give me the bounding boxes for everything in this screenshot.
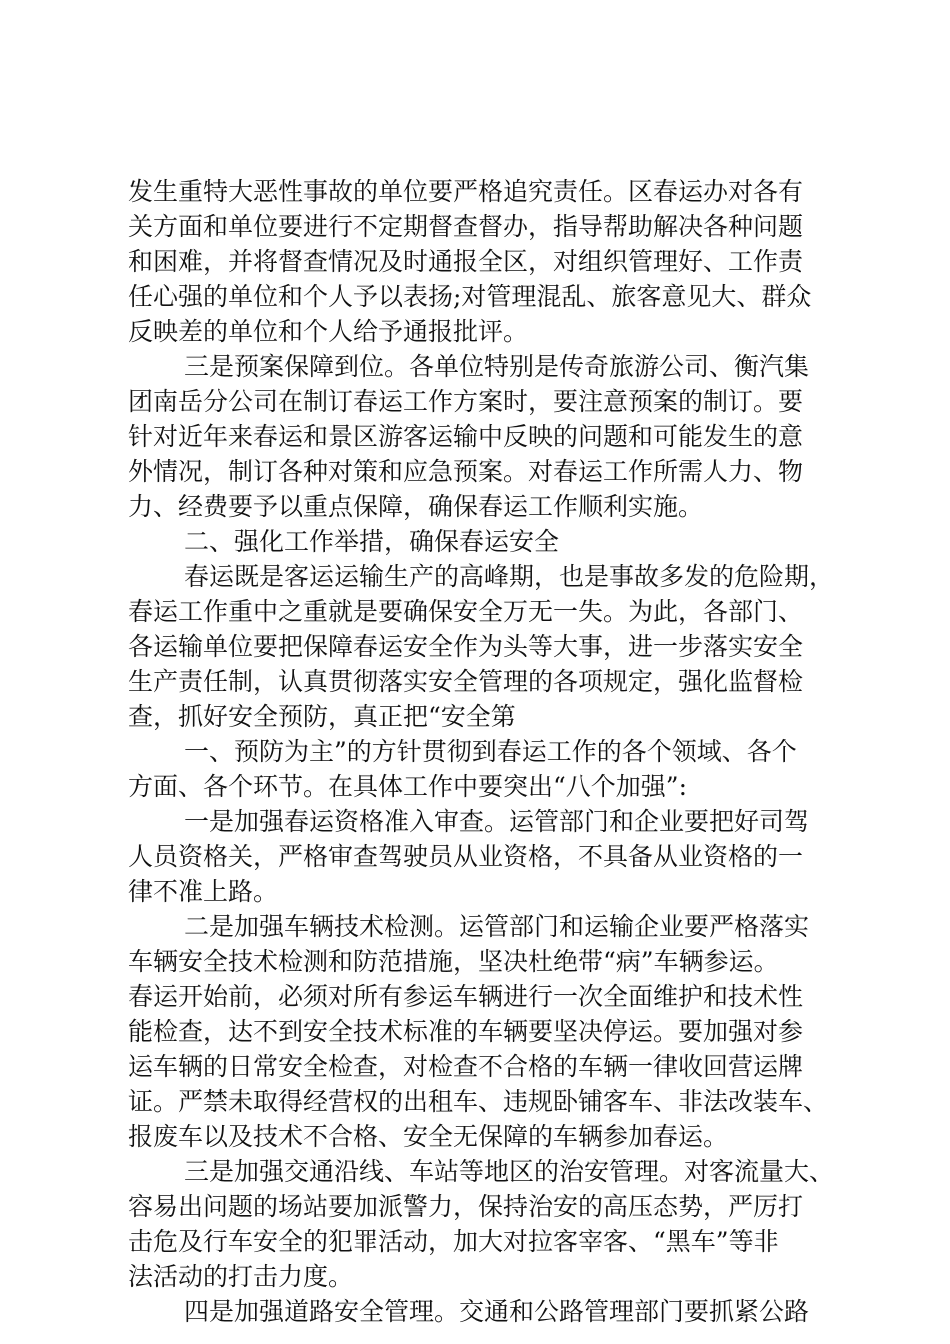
text-line: 查，抓好安全预防，真正把“安全第 bbox=[128, 702, 516, 731]
text-line: 春运既是客运运输生产的高峰期，也是事故多发的危险期， bbox=[184, 562, 835, 591]
document-body bbox=[128, 174, 835, 1329]
text-line: 三是预案保障到位。各单位特别是传奇旅游公司、衡汽集 bbox=[184, 352, 810, 381]
text-line: 能检查，达不到安全技术标准的车辆要坚决停运。要加强对参 bbox=[128, 1017, 804, 1046]
text-line: 人员资格关，严格审查驾驶员从业资格，不具备从业资格的一 bbox=[128, 842, 804, 871]
text-line: 运车辆的日常安全检查，对检查不合格的车辆一律收回营运牌 bbox=[128, 1052, 804, 1081]
text-line: 二是加强车辆技术检测。运管部门和运输企业要严格落实 bbox=[184, 912, 810, 941]
text-line: 关方面和单位要进行不定期督查督办，指导帮助解决各种问题 bbox=[128, 212, 804, 241]
text-line: 一、预防为主”的方针贯彻到春运工作的各个领域、各个 bbox=[184, 737, 797, 766]
text-line: 方面、各个环节。在具体工作中要突出“八个加强”: bbox=[128, 772, 687, 801]
text-line: 报废车以及技术不合格、安全无保障的车辆参加春运。 bbox=[128, 1122, 729, 1151]
text-line: 法活动的打击力度。 bbox=[128, 1262, 354, 1291]
text-line: 发生重特大恶性事故的单位要严格追究责任。区春运办对各有 bbox=[128, 177, 804, 206]
text-line: 律不准上路。 bbox=[128, 877, 279, 906]
text-line: 三是加强交通沿线、车站等地区的治安管理。对客流量大、 bbox=[184, 1157, 835, 1186]
text-line: 外情况，制订各种对策和应急预案。对春运工作所需人力、物 bbox=[128, 457, 804, 486]
text-line: 针对近年来春运和景区游客运输中反映的问题和可能发生的意 bbox=[128, 422, 804, 451]
text-line: 春运开始前，必须对所有参运车辆进行一次全面维护和技术性 bbox=[128, 982, 804, 1011]
text-line: 容易出问题的场站要加派警力，保持治安的高压态势，严厉打 bbox=[128, 1192, 804, 1221]
text-line: 任心强的单位和个人予以表扬;对管理混乱、旅客意见大、群众 bbox=[128, 282, 812, 311]
text-line: 车辆安全技术检测和防范措施，坚决杜绝带“病”车辆参运。 bbox=[128, 947, 779, 976]
text-line: 一是加强春运资格准入审查。运管部门和企业要把好司驾 bbox=[184, 807, 810, 836]
text-line: 击危及行车安全的犯罪活动，加大对拉客宰客、“黑车”等非 bbox=[128, 1227, 779, 1256]
text-line: 力、经费要予以重点保障，确保春运工作顺利实施。 bbox=[128, 492, 704, 521]
text-line: 证。严禁未取得经营权的出租车、违规卧铺客车、非法改装车、 bbox=[128, 1087, 829, 1116]
text-line: 春运工作重中之重就是要确保安全万无一失。为此，各部门、 bbox=[128, 597, 804, 626]
text-line: 二、强化工作举措，确保春运安全 bbox=[184, 527, 560, 556]
text-line: 各运输单位要把保障春运安全作为头等大事，进一步落实安全 bbox=[128, 632, 804, 661]
text-line: 四是加强道路安全管理。交通和公路管理部门要抓紧公路 bbox=[184, 1297, 810, 1326]
text-line: 和困难，并将督查情况及时通报全区，对组织管理好、工作责 bbox=[128, 247, 804, 276]
text-line: 反映差的单位和个人给予通报批评。 bbox=[128, 317, 529, 346]
text-line: 团南岳分公司在制订春运工作方案时，要注意预案的制订。要 bbox=[128, 387, 804, 416]
text-line: 生产责任制，认真贯彻落实安全管理的各项规定，强化监督检 bbox=[128, 667, 804, 696]
